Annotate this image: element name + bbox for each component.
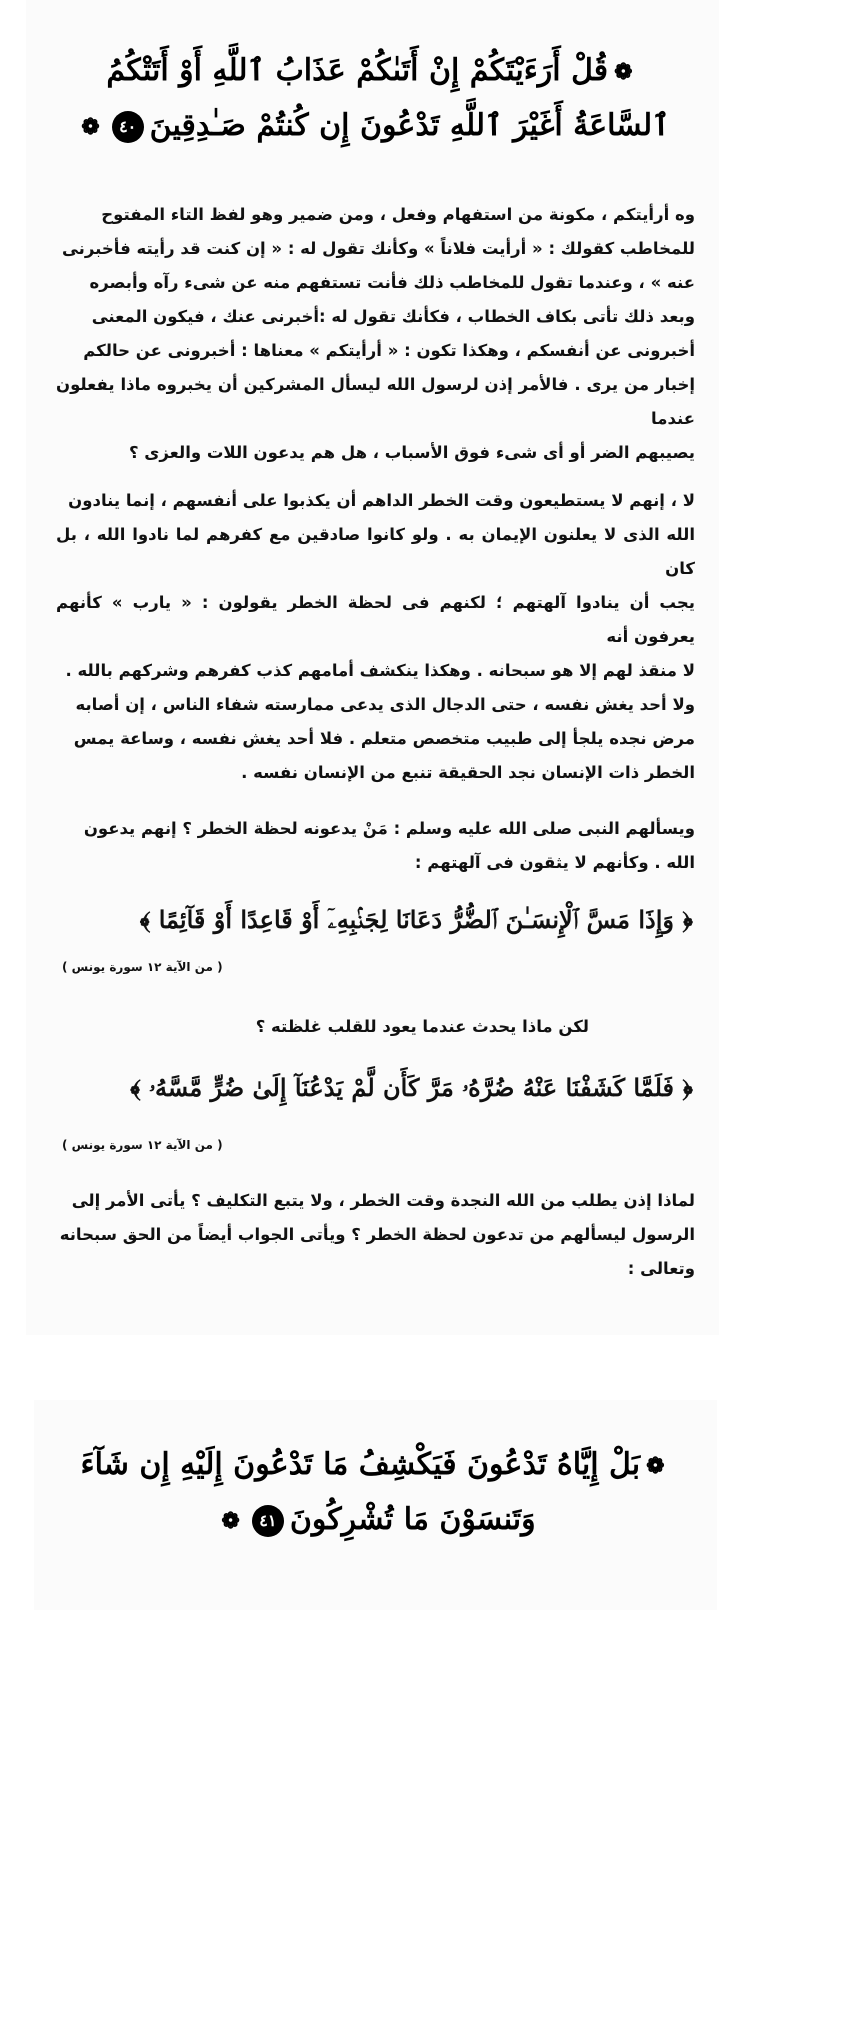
- footer-verse-line-1-text: بَلْ إِيَّاهُ تَدْعُونَ فَيَكْشِفُ مَا تَدْعُونَ إِلَيْهِ إِن شَآءَ: [80, 1447, 641, 1482]
- text-line: وتعالى :: [627, 1259, 695, 1278]
- ayah-number-badge: ٤٠: [112, 111, 144, 143]
- book-page: [26, 0, 719, 1335]
- verse-2-source: ( من الآية ١٢ سورة يونس ): [62, 1138, 223, 1152]
- text-line: أخبرونى عن أنفسكم ، وهكذا تكون : « أرأيتكم » معناها : أخبرونى عن حالكم: [83, 341, 695, 360]
- footer-verse-block: [34, 1400, 717, 1610]
- footer-verse: [34, 1438, 717, 1548]
- text-line: الخطر ذات الإنسان نجد الحقيقة تنبع من الإنسان نفسه .: [241, 763, 695, 782]
- inline-verse-1: ﴿ وَإِذَا مَسَّ ٱلْإِنسَـٰنَ ٱلضُّرُّ دَعَانَا لِجَنۢبِهِۦٓ أَوْ قَاعِدًا أَوْ قَآئِمًا ﴾: [139, 905, 693, 934]
- ornament-icon: ❁: [614, 59, 633, 85]
- text-line: عنه » ، وعندما تقول للمخاطب ذلك فأنت تستفهم منه عن شىء رآه وأبصره: [89, 273, 695, 292]
- text-line: وبعد ذلك تأتى بكاف الخطاب ، فكأنك تقول له :أخبرنى عنك ، فيكون المعنى: [91, 307, 695, 326]
- text-line: الرسول ليسألهم من تدعون لحظة الخطر ؟ ويأتى الجواب أيضاً من الحق سبحانه: [59, 1225, 695, 1244]
- text-line: للمخاطب كقولك : « أرأيت فلاناً » وكأنك تقول له : « إن كنت قد رأيته فأخبرنى: [61, 239, 695, 258]
- text-line: إخبار من يرى . فالأمر إذن لرسول الله ليسأل المشركين أن يخبروه ماذا يفعلون عندما: [56, 375, 695, 428]
- text-line: وه أرأيتكم ، مكونة من استفهام وفعل ، ومن ضمير وهو لفظ التاء المفتوح: [101, 205, 695, 224]
- inline-verse-2: ﴿ فَلَمَّا كَشَفْنَا عَنْهُ ضُرَّهُۥ مَرَّ كَأَن لَّمْ يَدْعُنَآ إِلَىٰ ضُرٍّ مَّسَّهُۥ ﴾: [130, 1073, 693, 1102]
- header-verse-line-1-text: قُلْ أَرَءَيْتَكُمْ إِنْ أَتَىٰكُمْ عَذَابُ ٱللَّهِ أَوْ أَتَتْكُمُ: [106, 53, 609, 88]
- footer-verse-line-2-text: وَتَنسَوْنَ مَا تُشْرِكُونَ: [289, 1502, 536, 1537]
- footer-verse-line-1: [34, 1438, 717, 1493]
- ayah-number-badge: ٤١: [252, 1505, 284, 1537]
- text-line: لا منقذ لهم إلا هو سبحانه . وهكذا ينكشف أمامهم كذب كفرهم وشركهم بالله .: [65, 661, 695, 680]
- text-line: ويسألهم النبى صلى الله عليه وسلم : مَنْ يدعونه لحظة الخطر ؟ إنهم يدعون: [83, 819, 695, 838]
- paragraph-4: لكن ماذا يحدث عندما يعود للقلب غلظته ؟: [255, 1017, 589, 1036]
- text-line: يصيبهم الضر أو أى شىء فوق الأسباب ، هل هم يدعون اللات والعزى ؟: [128, 443, 695, 462]
- ornament-icon: ❁: [81, 114, 100, 140]
- ornament-icon: ❁: [221, 1508, 240, 1534]
- text-line: الله . وكأنهم لا يثقون فى آلهتهم :: [414, 853, 695, 872]
- ornament-icon: ❁: [646, 1453, 665, 1479]
- text-line: مرض نجده يلجأ إلى طبيب متخصص متعلم . فلا أحد يغش نفسه ، وساعة يمس: [73, 729, 695, 748]
- paragraph-3: [26, 812, 719, 880]
- verse-1-source: ( من الآية ١٢ سورة يونس ): [62, 960, 223, 974]
- text-line: ولا أحد يغش نفسه ، حتى الدجال الذى يدعى ممارسته شفاء الناس ، إن أصابه: [75, 695, 695, 714]
- text-line: يجب أن ينادوا آلهتهم ؛ لكنهم فى لحظة الخطر يقولون : « يارب » كأنهم يعرفون أنه: [56, 593, 695, 646]
- paragraph-2: [26, 484, 719, 790]
- paragraph-5: [26, 1184, 719, 1286]
- text-line: الله الذى لا يعلنون الإيمان به . ولو كانوا صادقين مع كفرهم لما نادوا الله ، بل كان: [56, 525, 695, 578]
- text-line: لا ، إنهم لا يستطيعون وقت الخطر الداهم أن يكذبوا على أنفسهم ، إنما ينادون: [68, 491, 695, 510]
- paragraph-1: [26, 198, 719, 470]
- header-verse-line-1: [26, 44, 719, 99]
- header-verse-line-2-text: ٱلسَّاعَةُ أَغَيْرَ ٱللَّهِ تَدْعُونَ إِن كُنتُمْ صَـٰدِقِينَ: [149, 108, 670, 143]
- header-verse-line-2: [26, 99, 719, 154]
- header-verse: [26, 44, 719, 154]
- text-line: لماذا إذن يطلب من الله النجدة وقت الخطر ، ولا يتبع التكليف ؟ يأتى الأمر إلى: [71, 1191, 695, 1210]
- footer-verse-line-2: [34, 1493, 717, 1548]
